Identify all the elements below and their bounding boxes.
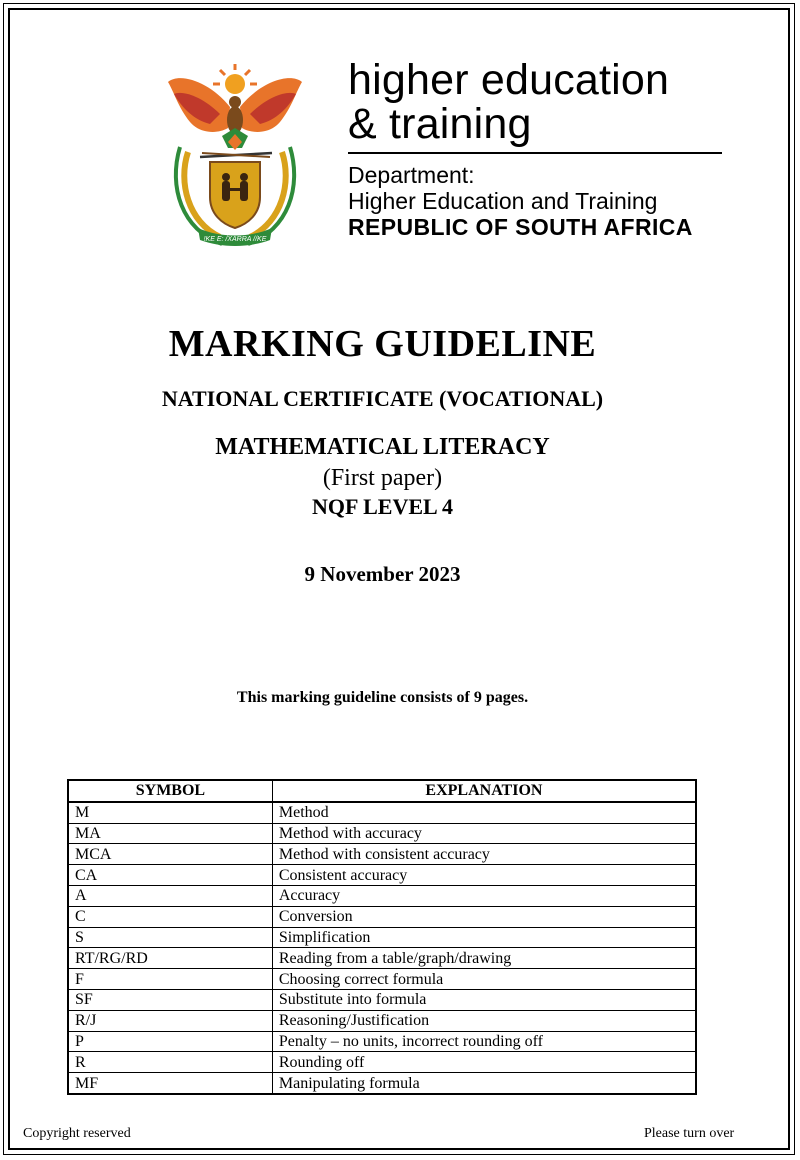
symbol-cell: P: [68, 1031, 272, 1052]
table-row: [68, 844, 696, 865]
explanation-cell: Penalty – no units, incorrect rounding off: [272, 1031, 696, 1052]
symbol-cell: M: [68, 802, 272, 823]
table-header-row: [68, 780, 696, 802]
table-row: [68, 948, 696, 969]
footer-turn-over: Please turn over: [644, 1126, 735, 1141]
table-row: [68, 906, 696, 927]
brand-divider: [348, 152, 722, 154]
symbol-cell: A: [68, 885, 272, 906]
symbol-cell: SF: [68, 989, 272, 1010]
explanation-cell: Conversion: [272, 906, 696, 927]
symbol-cell: R/J: [68, 1010, 272, 1031]
paper-label: (First paper): [322, 465, 443, 491]
symbol-column-header: SYMBOL: [68, 780, 272, 802]
symbol-cell: MCA: [68, 844, 272, 865]
footer-copyright: Copyright reserved: [23, 1126, 131, 1141]
subject-name: MATHEMATICAL LITERACY: [215, 434, 550, 460]
table-row: [68, 989, 696, 1010]
symbol-cell: RT/RG/RD: [68, 948, 272, 969]
explanation-cell: Method with accuracy: [272, 823, 696, 844]
table-row: [68, 1010, 696, 1031]
symbol-cell: CA: [68, 865, 272, 886]
table-row: [68, 1052, 696, 1073]
country-name: REPUBLIC OF SOUTH AFRICA: [348, 214, 693, 240]
explanation-cell: Rounding off: [272, 1052, 696, 1073]
explanation-cell: Simplification: [272, 927, 696, 948]
nqf-level: NQF LEVEL 4: [312, 494, 453, 519]
explanation-cell: Method with consistent accuracy: [272, 844, 696, 865]
symbol-cell: MA: [68, 823, 272, 844]
explanation-cell: Reasoning/Justification: [272, 1010, 696, 1031]
table-row: [68, 865, 696, 886]
symbol-cell: R: [68, 1052, 272, 1073]
brand-line-1: higher education: [348, 56, 670, 104]
symbol-cell: S: [68, 927, 272, 948]
explanation-cell: Accuracy: [272, 885, 696, 906]
explanation-cell: Method: [272, 802, 696, 823]
table-row: [68, 1031, 696, 1052]
explanation-cell: Choosing correct formula: [272, 969, 696, 990]
table-row: [68, 885, 696, 906]
table-row: [68, 969, 696, 990]
explanation-cell: Consistent accuracy: [272, 865, 696, 886]
department-name: Higher Education and Training: [348, 188, 658, 214]
table-row: [68, 802, 696, 823]
table-row: [68, 927, 696, 948]
symbol-cell: MF: [68, 1073, 272, 1094]
document-title: MARKING GUIDELINE: [168, 323, 597, 365]
coat-of-arms-logo: [160, 62, 310, 248]
explanation-cell: Reading from a table/graph/drawing: [272, 948, 696, 969]
sun-icon: [213, 64, 257, 94]
shield-icon: [210, 162, 260, 228]
explanation-cell: Manipulating formula: [272, 1073, 696, 1094]
symbol-cell: F: [68, 969, 272, 990]
crest-motto: !KE E: /XARRA //KE: [203, 236, 267, 243]
symbols-table: [67, 779, 697, 1095]
explanation-column-header: EXPLANATION: [272, 780, 696, 802]
exam-date: 9 November 2023: [304, 562, 461, 586]
department-label: Department:: [348, 162, 475, 188]
table-row: [68, 823, 696, 844]
page-count-note: This marking guideline consists of 9 pages.: [236, 689, 529, 706]
symbol-cell: C: [68, 906, 272, 927]
department-block: [348, 58, 728, 240]
brand-line-2: & training: [348, 100, 532, 148]
table-row: [68, 1073, 696, 1094]
explanation-cell: Substitute into formula: [272, 989, 696, 1010]
document-subtitle: NATIONAL CERTIFICATE (VOCATIONAL): [161, 386, 604, 411]
